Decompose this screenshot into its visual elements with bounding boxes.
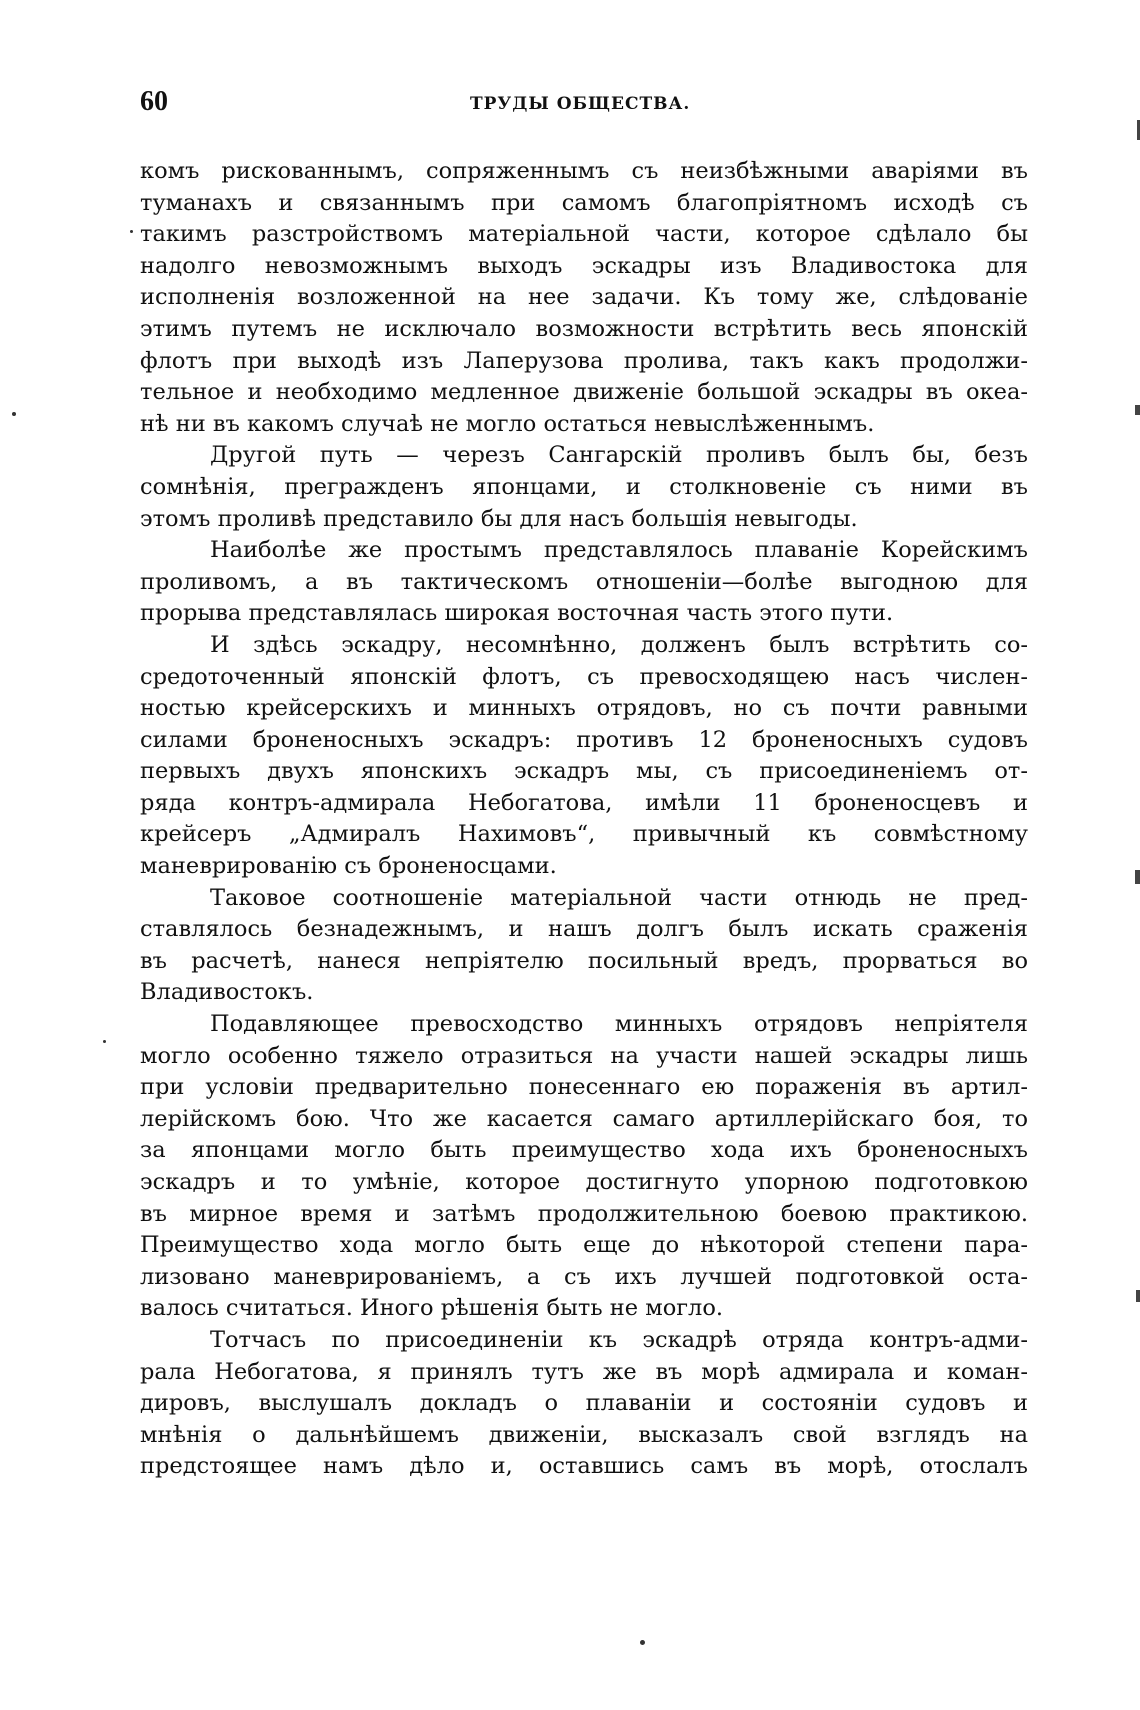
text-line: Владивостокъ.	[140, 979, 314, 1006]
text-line: этомъ проливѣ представило бы для насъ большія невыгоды.	[140, 505, 858, 532]
text-line: нѣ ни въ какомъ случаѣ не могло остаться невыслѣженнымъ.	[140, 410, 875, 437]
running-title: ТРУДЫ ОБЩЕСТВА.	[470, 94, 691, 114]
text-line: въ расчетѣ, нанеся непріятелю посильный вредъ, прорваться во	[140, 947, 1028, 974]
paragraph-first-line: И здѣсь эскадру, несомнѣнно, долженъ былъ встрѣтить со-	[210, 631, 1028, 658]
text-line: флотъ при выходѣ изъ Лаперузова пролива, такъ какъ продолжи-	[140, 347, 1028, 374]
paragraph-first-line: Подавляющее превосходство минныхъ отрядовъ непріятеля	[210, 1011, 1028, 1038]
text-line: средоточенный японскій флотъ, съ превосходящею насъ числен-	[140, 663, 1028, 690]
text-line: силами броненосныхъ эскадръ: противъ 12 броненосныхъ судовъ	[140, 726, 1028, 753]
text-line: проливомъ, а въ тактическомъ отношеніи—болѣе выгодною для	[140, 568, 1028, 595]
text-line: комъ рискованнымъ, сопряженнымъ съ неизбѣжными аваріями въ	[140, 158, 1028, 184]
text-line: маневрированію съ броненосцами.	[140, 853, 557, 880]
running-head	[140, 86, 1028, 126]
text-line: такимъ разстройствомъ матеріальной части, которое сдѣлало бы	[140, 221, 1028, 248]
text-line: ставлялось безнадежнымъ, и нашъ долгъ былъ искать сраженія	[140, 916, 1028, 943]
paragraph-first-line: Тотчасъ по присоединеніи къ эскадрѣ отряда контръ-адми-	[210, 1326, 1028, 1353]
text-line: Преимущество хода могло быть еще до нѣкоторой степени пара-	[140, 1232, 1028, 1259]
text-line: при условіи предварительно понесеннаго ею пораженія въ артил-	[140, 1074, 1028, 1101]
text-line: ностью крейсерскихъ и минныхъ отрядовъ, но съ почти равными	[140, 695, 1028, 722]
text-line: лизовано маневрированіемъ, а съ ихъ лучшей подготовкой оста-	[140, 1263, 1028, 1290]
scan-edge-mark	[1135, 405, 1140, 415]
text-line: крейсеръ „Адмиралъ Нахимовъ“, привычный къ совмѣстному	[140, 821, 1028, 848]
text-line: исполненія возложенной на нее задачи. Къ тому же, слѣдованіе	[140, 284, 1028, 311]
text-line: ряда контръ-адмирала Небогатова, имѣли 11 броненосцевъ и	[140, 789, 1028, 816]
text-line: могло особенно тяжело отразиться на участи нашей эскадры лишь	[140, 1042, 1028, 1069]
text-line: валось считаться. Иного рѣшенія быть не могло.	[140, 1295, 724, 1322]
text-line: тельное и необходимо медленное движеніе большой эскадры въ океа-	[140, 379, 1028, 406]
scan-speck	[12, 412, 16, 416]
text-line: этимъ путемъ не исключало возможности встрѣтить весь японскій	[140, 315, 1028, 342]
text-line: дировъ, выслушалъ докладъ о плаваніи и состояніи судовъ и	[140, 1390, 1028, 1417]
paragraph-first-line: Таковое соотношеніе матеріальной части отнюдь не пред-	[210, 884, 1028, 911]
text-line: лерійскомъ бою. Что же касается самаго артиллерійскаго боя, то	[140, 1105, 1028, 1132]
body-text	[140, 156, 1028, 1483]
paragraph-first-line: Другой путь — черезъ Сангарскій проливъ былъ бы, безъ	[210, 442, 1028, 469]
text-line: туманахъ и связаннымъ при самомъ благопріятномъ исходѣ съ	[140, 189, 1028, 216]
text-line: предстоящее намъ дѣло и, оставшись самъ въ морѣ, отослалъ	[140, 1453, 1028, 1480]
text-line: рала Небогатова, я принялъ тутъ же въ морѣ адмирала и коман-	[140, 1358, 1028, 1385]
paragraph-first-line: Наиболѣе же простымъ представлялось плаваніе Корейскимъ	[210, 537, 1028, 564]
text-line: надолго невозможнымъ выходъ эскадры изъ Владивостока для	[140, 252, 1028, 279]
text-line: эскадръ и то умѣніе, которое достигнуто упорною подготовкою	[140, 1169, 1028, 1195]
text-line: въ мирное время и затѣмъ продолжительною боевою практикою.	[140, 1200, 1028, 1227]
scan-speck	[640, 1640, 645, 1645]
scan-speck	[130, 230, 133, 233]
text-line: мнѣнія о дальнѣйшемъ движеніи, высказалъ свой взглядъ на	[140, 1421, 1028, 1448]
scan-edge-mark	[1135, 870, 1140, 884]
page-number: 60	[140, 86, 168, 117]
text-line: первыхъ двухъ японскихъ эскадръ мы, съ присоединеніемъ от-	[140, 758, 1028, 785]
text-line: прорыва представлялась широкая восточная часть этого пути.	[140, 600, 894, 627]
scan-edge-mark	[1136, 1290, 1140, 1302]
text-line: сомнѣнія, прегражденъ японцами, и столкновеніе съ ними въ	[140, 473, 1028, 500]
text-line: за японцами могло быть преимущество хода ихъ броненосныхъ	[140, 1137, 1028, 1164]
scan-speck	[103, 1040, 106, 1043]
